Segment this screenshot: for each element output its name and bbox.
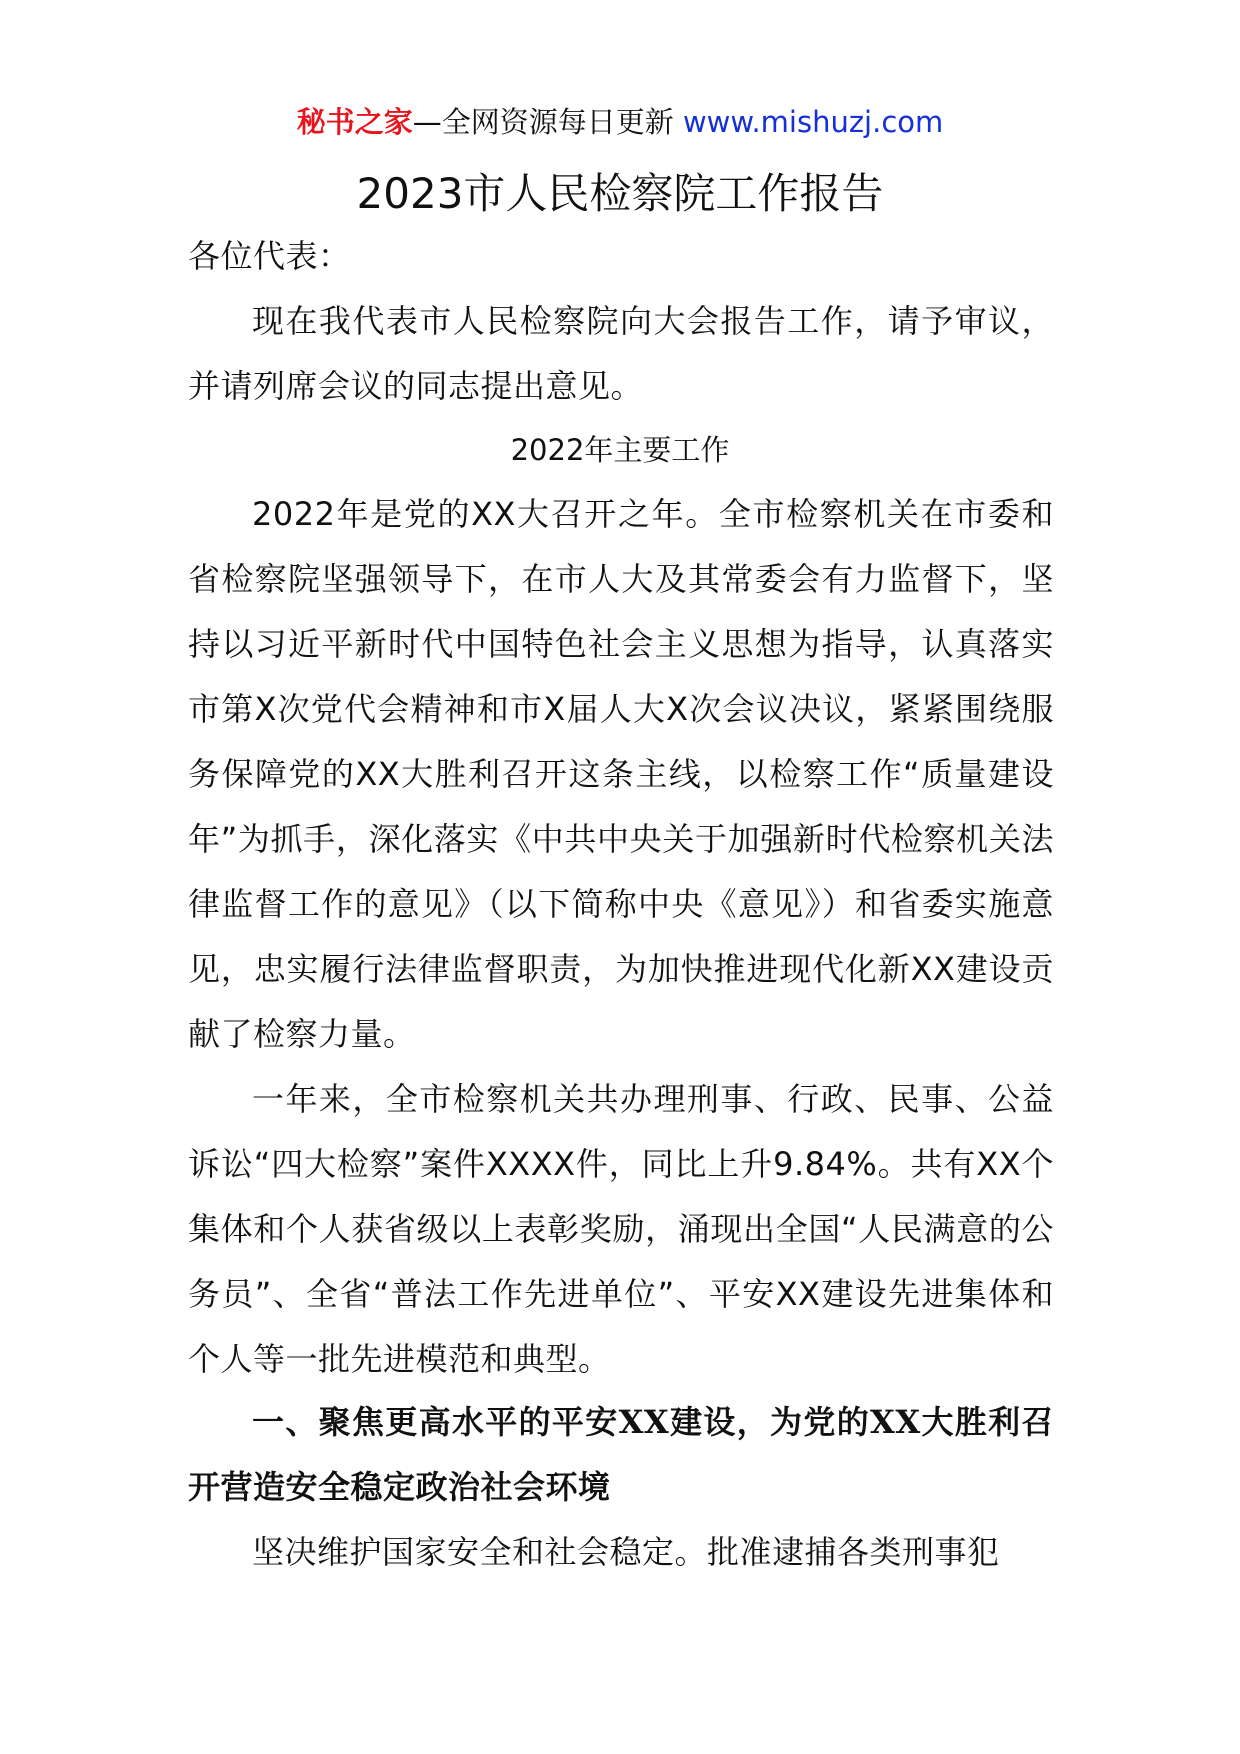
paragraph-truncated: 坚决维护国家安全和社会稳定。批准逮捕各类刑事犯	[252, 1533, 1000, 1571]
paragraph-overview: 2022年是党的XX大召开之年。全市检察机关在市委和省检察院坚强领导下，在市人大及其常委会有力监督下，坚持以习近平新时代中国特色社会主义思想为指导，认真落实市第X次党代会精神和市X届人大X次会议决议，紧紧围绕服务保障党的XX大胜利召开这条主线，以检察工作“质量建设年”为抓手，深化落实《中共中央关于加强新时代检察机关法律监督工作的意见》（以下简称中央《意见》）和省委实施意见，忠实履行法律监督职责，为加快推进现代化新XX建设贡献了检察力量。	[188, 495, 1054, 1053]
subheading-one: 一、聚焦更高水平的平安XX建设，为党的XX大胜利召开营造安全稳定政治社会环境	[188, 1403, 1054, 1506]
section-heading: 2022年主要工作	[510, 433, 730, 467]
site-header	[0, 102, 1240, 142]
salutation: 各位代表：	[188, 237, 351, 275]
site-url-link[interactable]: www.mishuzj.com	[682, 105, 944, 139]
paragraph-annual-summary: 一年来，全市检察机关共办理刑事、行政、民事、公益诉讼“四大检察”案件XXXX件，同比上升9.84%。共有XX个集体和个人获省级以上表彰奖励，涌现出全国“人民满意的公务员”、全省“普法工作先进单位”、平安XX建设先进集体和个人等一批先进模范和典型。	[188, 1080, 1054, 1378]
brand-name: 秘书之家	[296, 105, 413, 139]
header-tagline: —全网资源每日更新	[412, 105, 674, 139]
page-title: 2023市人民检察院工作报告	[356, 169, 884, 218]
intro-paragraph: 现在我代表市人民检察院向大会报告工作，请予审议，并请列席会议的同志提出意见。	[188, 302, 1054, 405]
